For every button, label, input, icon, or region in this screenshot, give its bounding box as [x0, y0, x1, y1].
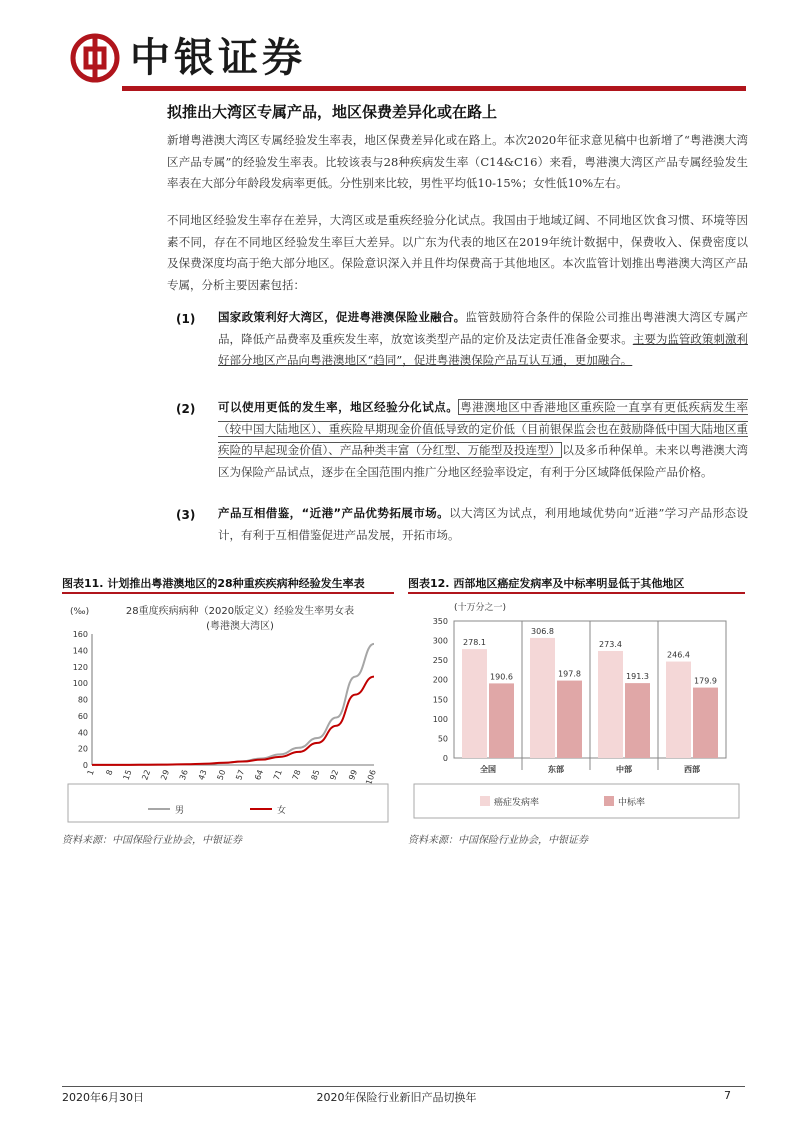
item-3-number: (3) [176, 508, 196, 522]
bar-cancer-rate [666, 662, 691, 758]
header-divider [122, 86, 746, 91]
chart11-series [92, 644, 374, 765]
y-tick-label: 60 [77, 711, 88, 721]
y-tick-label: 100 [72, 679, 88, 689]
y-tick-label: 250 [432, 656, 448, 666]
x-tick-label: 57 [234, 768, 247, 782]
bar-bid-rate [625, 683, 650, 758]
chart12-legend-box [414, 784, 739, 818]
chart11-subtitle: (粤港澳大湾区) [206, 621, 274, 632]
x-tick-label: 43 [196, 768, 209, 782]
y-tick-label: 20 [77, 744, 88, 754]
x-tick-label: 1 [85, 768, 96, 777]
figure-12-rule [408, 592, 745, 594]
footer-title: 2020年保险行业新旧产品切换年 [316, 1091, 477, 1104]
figure-11-source: 资料来源：中国保险行业协会，中银证券 [62, 835, 242, 846]
bar-bid-rate [693, 688, 718, 758]
y-tick-label: 200 [432, 675, 448, 685]
figure-11-title: 图表11. 计划推出粤港澳地区的28种重疾疾病种经验发生率表 [62, 577, 365, 590]
data-label: 273.4 [599, 639, 622, 649]
legend-label-bid-rate: 中标率 [618, 798, 646, 808]
legend-swatch-cancer-rate [480, 796, 490, 806]
x-tick-label: 全国 [480, 765, 496, 774]
item-1-body [218, 307, 748, 372]
y-tick-label: 40 [77, 728, 88, 738]
x-tick-label: 22 [140, 768, 153, 782]
chart11-unit: (‰) [70, 607, 90, 617]
item-3-text: 以大湾区为试点，利用地域优势向“近港”学习产品形态设计，有利于互相借鉴促进产品发展，开拓市场。 [218, 506, 748, 542]
data-label: 191.3 [626, 672, 649, 682]
bar-cancer-rate [462, 649, 487, 758]
section-heading: 拟推出大湾区专属产品，地区保费差异化或在路上 [167, 103, 498, 121]
footer-date: 2020年6月30日 [62, 1091, 144, 1104]
brand-name: 中银证券 [130, 35, 306, 81]
x-tick-label: 36 [177, 768, 190, 782]
figure-12-source: 资料来源：中国保险行业协会，中银证券 [408, 835, 588, 846]
data-label: 306.8 [531, 626, 554, 636]
paragraph-2: 不同地区经验发生率存在差异，大湾区或是重疾经验分化试点。我国由于地域辽阔、不同地区饮食习惯、环境等因素不同，存在不同地区经验发生率巨大差异。以广东为代表的地区在2019年统计数据中，保费收入、保费密度以及保费深度均高于绝大部分地区。保险意识深入并且件均保费高于其他地区。本次监管计划推出粤港澳大湾区产品专属，分析主要因素包括： [167, 213, 748, 292]
legend-swatch-bid-rate [604, 796, 614, 806]
item-2-boxed: 粤港澳地区中香港地区重疾险一直享有更低疾病发生率（较中国大陆地区）、重疾险早期现金价值低导致的定价低（目前银保监会也在鼓励降低中国大陆地区重疾险的早起现金价值）、产品种类丰富（分红型、万能型及投连型） [218, 400, 748, 457]
figure-12-title: 图表12. 西部地区癌症发病率及中标率明显低于其他地区 [408, 577, 685, 590]
legend-label-cancer-rate: 癌症发病率 [494, 798, 540, 808]
bar-cancer-rate [530, 638, 555, 758]
data-label: 246.4 [667, 650, 690, 660]
item-1-underlined: 主要为监管政策刺激利好部分地区产品向粤港澳地区“趋同”，促进粤港澳保险产品互认互通，更加融合。 [218, 331, 748, 367]
legend-label-male: 男 [175, 806, 185, 816]
x-tick-label: 85 [309, 768, 322, 782]
x-tick-label: 15 [121, 768, 134, 782]
bar-cancer-rate [598, 651, 623, 758]
x-tick-label: 64 [253, 768, 266, 782]
x-tick-label: 东部 [548, 765, 564, 774]
y-tick-label: 300 [432, 636, 448, 646]
x-tick-label: 99 [347, 768, 360, 782]
data-label: 190.6 [490, 672, 513, 682]
x-tick-label: 8 [104, 768, 115, 777]
legend-label-female: 女 [277, 806, 287, 816]
item-1-text: 监管鼓励符合条件的保险公司推出粤港澳大湾区专属产品，降低产品费率及重疾发生率，放宽该类型产品的定价及法定责任准备金要求。 [218, 310, 748, 346]
item-2-number: (2) [176, 402, 196, 416]
bar-bid-rate [557, 681, 582, 758]
y-tick-label: 0 [442, 754, 448, 763]
x-tick-label: 78 [290, 768, 303, 782]
x-tick-label: 106 [364, 768, 378, 787]
line-chart [62, 598, 394, 824]
y-tick-label: 140 [72, 646, 88, 656]
x-tick-label: 西部 [684, 765, 700, 774]
chart12-unit: (十万分之一) [454, 603, 507, 613]
y-tick-label: 150 [432, 695, 448, 705]
bar-bid-rate [489, 683, 514, 758]
x-tick-label: 92 [328, 768, 341, 782]
y-tick-label: 350 [432, 617, 448, 626]
x-tick-label: 71 [271, 768, 284, 782]
y-tick-label: 120 [72, 662, 88, 672]
item-2-body [218, 397, 748, 483]
series-line-male [92, 644, 374, 765]
item-3-lead: 产品互相借鉴，“近港”产品优势拓展市场。 [218, 506, 450, 520]
page-number: 7 [724, 1089, 731, 1102]
chart11-legend-box [68, 784, 388, 822]
chart11-title: 28重度疾病病种（2020版定义）经验发生率男女表 [125, 606, 355, 617]
data-label: 197.8 [558, 669, 581, 679]
y-tick-label: 80 [77, 695, 88, 705]
bank-logo-icon [70, 33, 120, 83]
x-tick-label: 中部 [616, 765, 632, 774]
paragraph-1: 新增粤港澳大湾区专属经验发生率表，地区保费差异化或在路上。本次2020年征求意见稿中也新增了“粤港澳大湾区产品专属”的经验发生率表。比较该表与28种疾病发生率（C14&C16）来看，粤港澳大湾区产品专属经验发生率表在大部分年龄段发病率更低。分性别来比较，男性平均低10-15%；女性低10%左右。 [167, 133, 748, 190]
chart11-y-axis [73, 630, 92, 770]
x-tick-label: 29 [159, 768, 172, 782]
x-tick-label: 50 [215, 768, 228, 782]
item-2-lead: 可以使用更低的发生率，地区经验分化试点。 [218, 400, 459, 414]
data-label: 179.9 [694, 676, 717, 686]
y-tick-label: 0 [82, 761, 88, 770]
y-tick-label: 50 [437, 734, 448, 744]
y-tick-label: 100 [432, 714, 448, 724]
chart11-x-axis [86, 765, 378, 786]
footer-divider [62, 1086, 745, 1087]
item-2-text: 以及多币种保单。未来以粤港澳大湾区为保险产品试点，逐步在全国范围内推广分地区经验率设定，有利于分区域降低保险产品价格。 [218, 443, 749, 479]
data-label: 278.1 [463, 638, 486, 648]
figure-11-rule [62, 592, 394, 594]
item-3-body [218, 503, 748, 546]
item-1-number: (1) [176, 312, 196, 326]
bar-chart [408, 598, 745, 824]
item-1-lead: 国家政策利好大湾区，促进粤港澳保险业融合。 [218, 310, 466, 324]
y-tick-label: 160 [72, 630, 88, 639]
